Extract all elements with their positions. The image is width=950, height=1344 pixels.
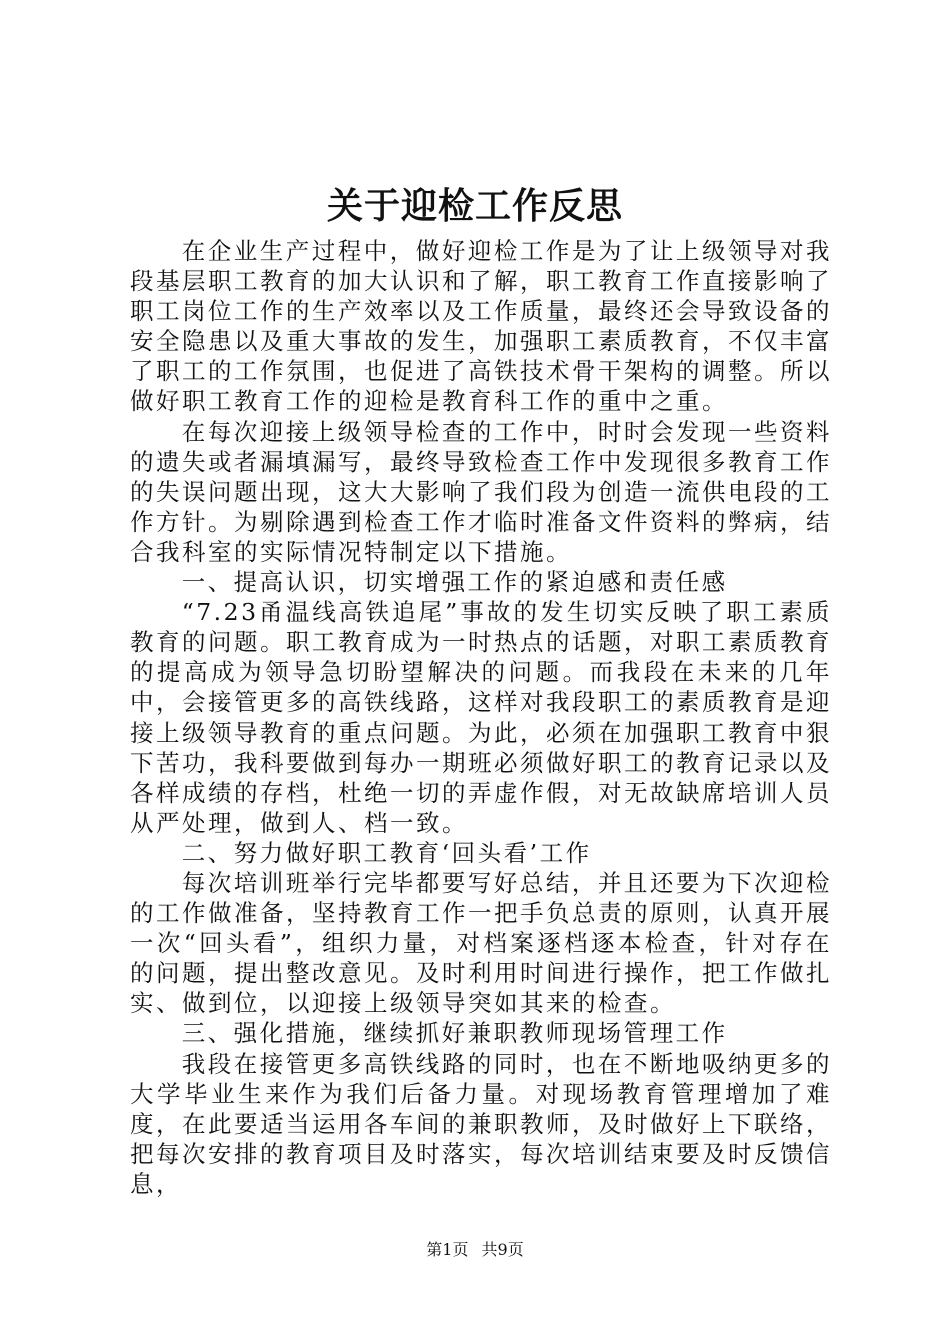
section-heading-3: 三、强化措施，继续抓好兼职教师现场管理工作 xyxy=(181,1019,728,1048)
page-footer xyxy=(0,1238,950,1262)
paragraph-section-3: 我段在接管更多高铁线路的同时，也在不断地吸纳更多的大学毕业生来作为我们后备力量。对现场教育管理增加了难度，在此要适当运用各车间的兼职教师，及时做好上下联络，把每次安排的教育项目及时落实，每次培训结束要及时反馈信息， xyxy=(130,1049,832,1198)
page-number: 第1页 xyxy=(426,1240,469,1259)
page-total: 共9页 xyxy=(481,1240,524,1259)
paragraph-section-1: “7.23甬温线高铁追尾”事故的发生切实反映了职工素质教育的问题。职工教育成为一时热点的话题，对职工素质教育的提高成为领导急切盼望解决的问题。而我段在未来的几年中，会接管更多的高铁线路，这样对我段职工的素质教育是迎接上级领导教育的重点问题。为此，必须在加强职工教育中狠下苦功，我科要做到每办一期班必须做好职工的教育记录以及各样成绩的存档，杜绝一切的弄虚作假，对无故缺席培训人员从严处理，做到人、档一致。 xyxy=(130,598,832,837)
paragraph-intro: 在企业生产过程中，做好迎检工作是为了让上级领导对我段基层职工教育的加大认识和了解，职工教育工作直接影响了职工岗位工作的生产效率以及工作质量，最终还会导致设备的安全隐患以及重大事故的发生，加强职工素质教育，不仅丰富了职工的工作氛围，也促进了高铁技术骨干架构的调整。所以做好职工教育工作的迎检是教育科工作的重中之重。 xyxy=(130,237,832,416)
paragraph-problem: 在每次迎接上级领导检查的工作中，时时会发现一些资料的遗失或者漏填漏写，最终导致检查工作中发现很多教育工作的失误问题出现，这大大影响了我们段为创造一流供电段的工作方针。为剔除遇到检查工作才临时准备文件资料的弊病，结合我科室的实际情况特制定以下措施。 xyxy=(130,417,832,566)
document-body xyxy=(130,236,832,1199)
section-heading-2: 二、努力做好职工教育‘回头看’工作 xyxy=(181,838,592,867)
section-heading-1: 一、提高认识，切实增强工作的紧迫感和责任感 xyxy=(181,568,728,597)
paragraph-section-2: 每次培训班举行完毕都要写好总结，并且还要为下次迎检的工作做准备，坚持教育工作一把手负总责的原则，认真开展一次“回头看”，组织力量，对档案逐档逐本检查，针对存在的问题，提出整改意见。及时利用时间进行操作，把工作做扎实、做到位，以迎接上级领导突如其来的检查。 xyxy=(130,868,832,1018)
document-title: 关于迎检工作反思 xyxy=(326,185,623,227)
